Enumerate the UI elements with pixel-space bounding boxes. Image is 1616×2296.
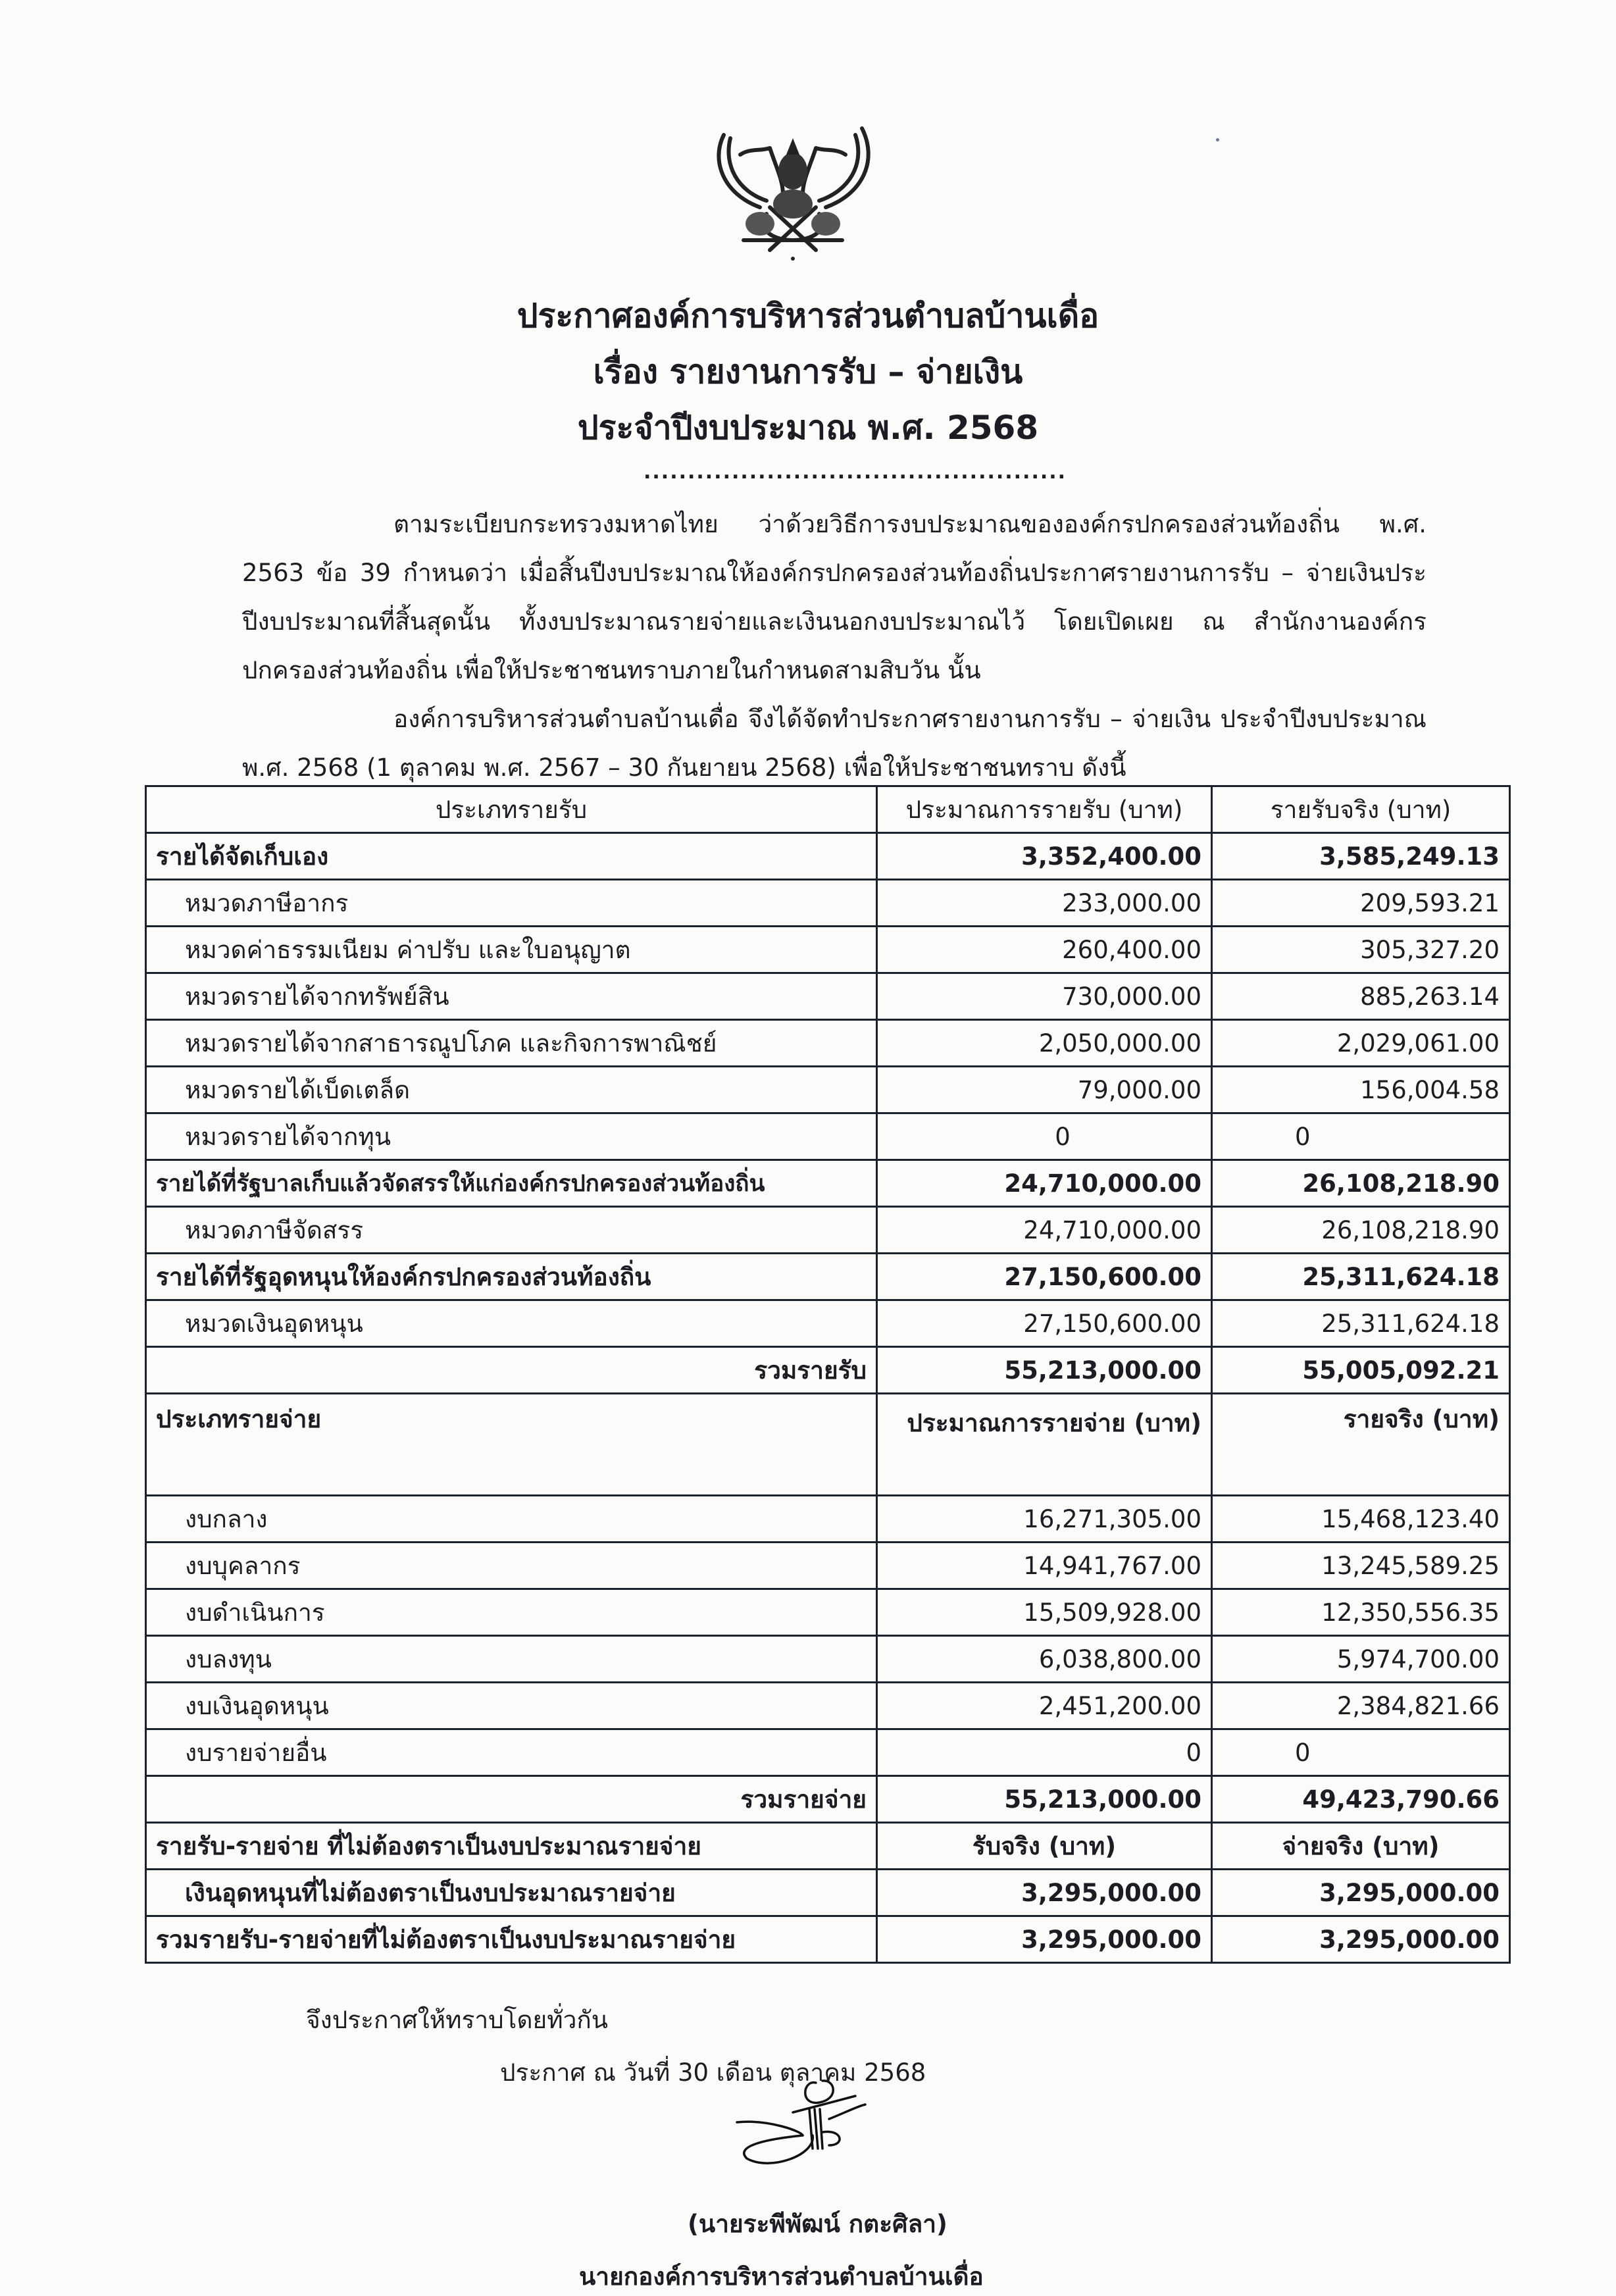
table-row: [146, 1020, 1510, 1067]
row-actual: 0: [1212, 1729, 1510, 1776]
table-row: [146, 1160, 1510, 1207]
row-label: หมวดรายได้จากทรัพย์สิน: [146, 973, 877, 1020]
announcement-date: ประกาศ ณ วันที่ 30 เดือน ตุลาคม 2568: [500, 2058, 926, 2087]
signer-name: (นายระพีพัฒน์ กตะศิลา): [688, 2210, 947, 2238]
row-actual: 2,029,061.00: [1212, 1020, 1510, 1067]
row-actual: 209,593.21: [1212, 880, 1510, 927]
row-received: 3,295,000.00: [877, 1870, 1212, 1916]
total-label: รวมรายรับ: [146, 1347, 877, 1394]
row-actual: 25,311,624.18: [1212, 1300, 1510, 1347]
row-actual: 5,974,700.00: [1212, 1636, 1510, 1683]
intro-paragraph: [242, 500, 1427, 792]
row-label: เงินอุดหนุนที่ไม่ต้องตราเป็นงบประมาณรายจ่าย: [146, 1870, 877, 1916]
row-estimate: 24,710,000.00: [877, 1207, 1212, 1254]
row-estimate: 6,038,800.00: [877, 1636, 1212, 1683]
header-expenditure-estimate: ประมาณการรายจ่าย (บาท): [877, 1394, 1212, 1496]
header-revenue-estimate: ประมาณการรายรับ (บาท): [877, 786, 1212, 833]
announcement-text: จึงประกาศให้ทราบโดยทั่วกัน: [306, 2006, 609, 2034]
row-estimate: 16,271,305.00: [877, 1496, 1212, 1543]
total-actual: 49,423,790.66: [1212, 1776, 1510, 1823]
off-budget-total-row: [146, 1916, 1510, 1963]
paragraph-report: องค์การบริหารส่วนตำบลบ้านเดื่อ จึงได้จัดทำประกาศรายงานการรับ – จ่ายเงิน ประจำปีงบประมาณ พ.ศ. 2568 (1 ตุลาคม พ.ศ. 2567 – 30 กันยายน 2568) เพื่อให้ประชาชนทราบ ดังนี้: [242, 705, 1427, 782]
table-row: [146, 880, 1510, 927]
row-estimate: 3,352,400.00: [877, 833, 1212, 880]
header-off-budget-type: รายรับ-รายจ่าย ที่ไม่ต้องตราเป็นงบประมาณรายจ่าย: [146, 1823, 877, 1870]
header-revenue-actual: รายรับจริง (บาท): [1212, 786, 1510, 833]
row-actual: 2,384,821.66: [1212, 1683, 1510, 1729]
header-off-budget-received: รับจริง (บาท): [877, 1823, 1212, 1870]
row-paid: 3,295,000.00: [1212, 1870, 1510, 1916]
table-row: [146, 833, 1510, 880]
row-actual: 25,311,624.18: [1212, 1254, 1510, 1300]
row-label: งบรายจ่ายอื่น: [146, 1729, 877, 1776]
table-row: [146, 1636, 1510, 1683]
row-estimate: 24,710,000.00: [877, 1160, 1212, 1207]
row-estimate: 15,509,928.00: [877, 1589, 1212, 1636]
row-estimate: 0: [877, 1729, 1212, 1776]
row-estimate: 2,050,000.00: [877, 1020, 1212, 1067]
row-label: หมวดรายได้จากสาธารณูปโภค และกิจการพาณิชย์: [146, 1020, 877, 1067]
total-label: รวมรายรับ-รายจ่ายที่ไม่ต้องตราเป็นงบประมาณรายจ่าย: [146, 1916, 877, 1963]
table-row: [146, 1207, 1510, 1254]
row-actual: 12,350,556.35: [1212, 1589, 1510, 1636]
row-label: หมวดภาษีอากร: [146, 880, 877, 927]
table-row: [146, 1254, 1510, 1300]
row-label: งบเงินอุดหนุน: [146, 1683, 877, 1729]
table-row: [146, 1067, 1510, 1113]
row-estimate: 27,150,600.00: [877, 1254, 1212, 1300]
row-actual: 13,245,589.25: [1212, 1543, 1510, 1589]
row-label: รายได้ที่รัฐอุดหนุนให้องค์กรปกครองส่วนท้องถิ่น: [146, 1254, 877, 1300]
signer-title: นายกองค์การบริหารส่วนตำบลบ้านเดื่อ: [579, 2262, 984, 2291]
dotted-separator: ................................................: [644, 461, 1067, 484]
row-actual: 15,468,123.40: [1212, 1496, 1510, 1543]
row-estimate: 14,941,767.00: [877, 1543, 1212, 1589]
row-label: งบกลาง: [146, 1496, 877, 1543]
table-row: [146, 1496, 1510, 1543]
doc-fiscal-year: ประจำปีงบประมาณ พ.ศ. 2568: [577, 409, 1039, 447]
table-row: [146, 1589, 1510, 1636]
row-actual: 3,585,249.13: [1212, 833, 1510, 880]
row-estimate: 79,000.00: [877, 1067, 1212, 1113]
row-label: หมวดค่าธรรมเนียม ค่าปรับ และใบอนุญาต: [146, 927, 877, 973]
table-row: [146, 1300, 1510, 1347]
table-row: [146, 1113, 1510, 1160]
row-estimate: 233,000.00: [877, 880, 1212, 927]
revenue-total-row: [146, 1347, 1510, 1394]
expenditure-total-row: [146, 1776, 1510, 1823]
header-revenue-type: ประเภทรายรับ: [146, 786, 877, 833]
table-row: [146, 973, 1510, 1020]
row-actual: 26,108,218.90: [1212, 1207, 1510, 1254]
total-estimate: 55,213,000.00: [877, 1347, 1212, 1394]
expenditure-header-row: [146, 1394, 1510, 1496]
table-row: [146, 927, 1510, 973]
row-label: หมวดเงินอุดหนุน: [146, 1300, 877, 1347]
row-label: งบดำเนินการ: [146, 1589, 877, 1636]
income-expense-table: [145, 785, 1511, 1964]
doc-title: ประกาศองค์การบริหารส่วนตำบลบ้านเดื่อ: [517, 297, 1099, 335]
row-estimate: 2,451,200.00: [877, 1683, 1212, 1729]
row-actual: 305,327.20: [1212, 927, 1510, 973]
signature-icon: [730, 2073, 869, 2165]
row-label: หมวดรายได้จากทุน: [146, 1113, 877, 1160]
paragraph-regulation: ตามระเบียบกระทรวงมหาดไทย ว่าด้วยวิธีการงบประมาณขององค์กรปกครองส่วนท้องถิ่น พ.ศ. 2563 ข้อ 39 กำหนดว่า เมื่อสิ้นปีงบประมาณให้องค์กรปกครองส่วนท้องถิ่นประกาศรายงานการรับ – จ่ายเงินประปีงบประมาณที่สิ้นสุดนั้น ทั้งงบประมาณรายจ่ายและเงินนอกงบประมาณไว้ โดยเปิดเผย ณ สำนักงานองค์กรปกครองส่วนท้องถิ่น เพื่อให้ประชาชนทราบภายในกำหนดสามสิบวัน นั้น: [242, 510, 1427, 684]
total-received: 3,295,000.00: [877, 1916, 1212, 1963]
table-row: [146, 1683, 1510, 1729]
table-row: [146, 1543, 1510, 1589]
table-row: [146, 1870, 1510, 1916]
row-actual: 156,004.58: [1212, 1067, 1510, 1113]
doc-subject: เรื่อง รายงานการรับ – จ่ายเงิน: [593, 353, 1023, 391]
total-estimate: 55,213,000.00: [877, 1776, 1212, 1823]
table-row: [146, 1729, 1510, 1776]
row-label: งบลงทุน: [146, 1636, 877, 1683]
row-estimate: 27,150,600.00: [877, 1300, 1212, 1347]
row-estimate: 260,400.00: [877, 927, 1212, 973]
row-estimate: 0: [877, 1113, 1212, 1160]
row-actual: 885,263.14: [1212, 973, 1510, 1020]
off-budget-header-row: [146, 1823, 1510, 1870]
revenue-header-row: [146, 786, 1510, 833]
total-actual: 55,005,092.21: [1212, 1347, 1510, 1394]
row-actual: 0: [1212, 1113, 1510, 1160]
header-off-budget-paid: จ่ายจริง (บาท): [1212, 1823, 1510, 1870]
row-label: รายได้ที่รัฐบาลเก็บแล้วจัดสรรให้แก่องค์กรปกครองส่วนท้องถิ่น: [146, 1160, 877, 1207]
row-actual: 26,108,218.90: [1212, 1160, 1510, 1207]
header-expenditure-actual: รายจริง (บาท): [1212, 1394, 1510, 1496]
total-paid: 3,295,000.00: [1212, 1916, 1510, 1963]
total-label: รวมรายจ่าย: [146, 1776, 877, 1823]
header-expenditure-type: ประเภทรายจ่าย: [146, 1394, 877, 1496]
row-label: รายได้จัดเก็บเอง: [146, 833, 877, 880]
row-label: งบบุคลากร: [146, 1543, 877, 1589]
scan-speck: [1216, 138, 1219, 141]
row-label: หมวดภาษีจัดสรร: [146, 1207, 877, 1254]
garuda-emblem-icon: [704, 109, 882, 263]
row-estimate: 730,000.00: [877, 973, 1212, 1020]
row-label: หมวดรายได้เบ็ดเตล็ด: [146, 1067, 877, 1113]
